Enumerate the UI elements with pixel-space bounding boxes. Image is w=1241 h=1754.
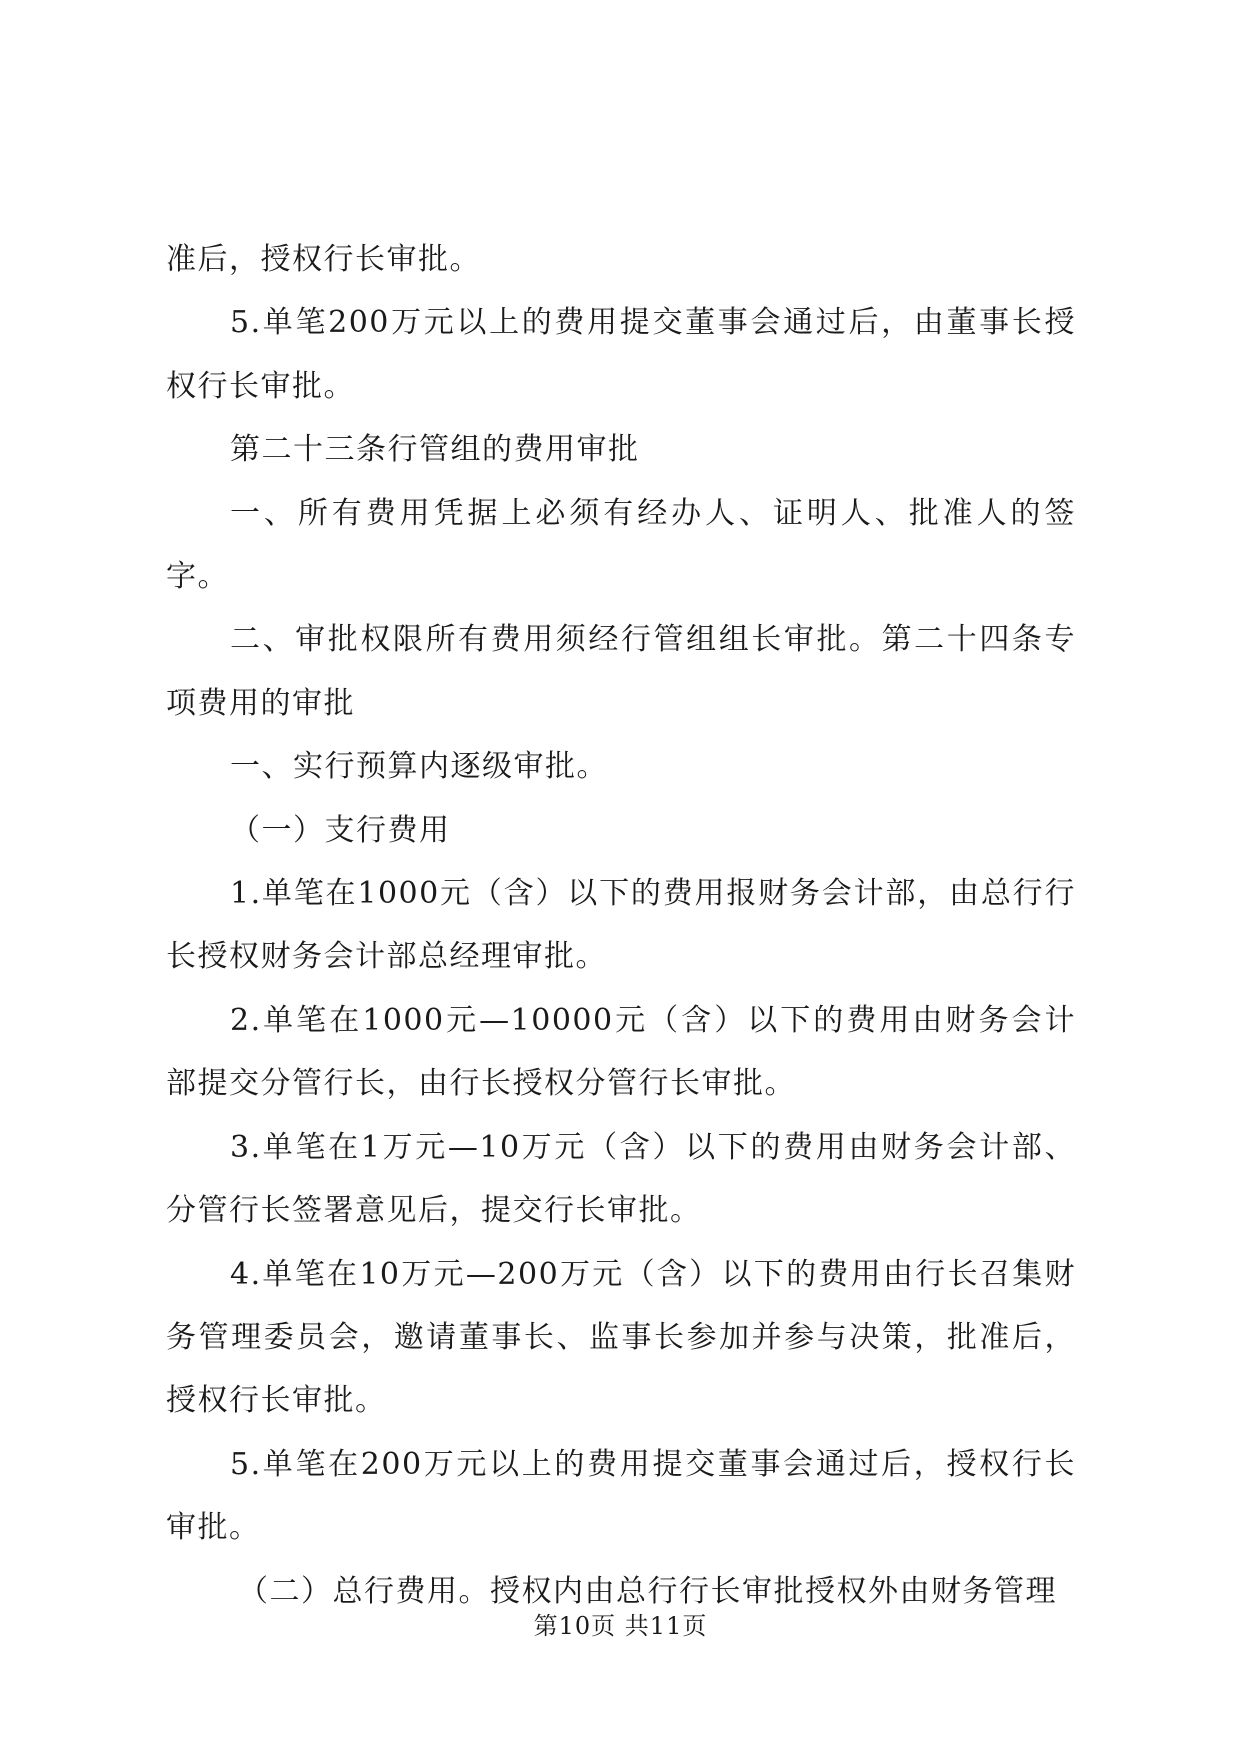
paragraph-approval-authority: 二、审批权限所有费用须经行管组组长审批。第二十四条专项费用的审批 (166, 622, 1076, 721)
article-23-heading: 第二十三条行管组的费用审批 (230, 432, 640, 468)
paragraph-item-2: 2.单笔在1000元—10000元（含）以下的费用由财务会计部提交分管行长，由行长授权分管行长审批。 (166, 1002, 1076, 1102)
subheading-head-office-expenses: （二）总行费用。授权内由总行行长审批授权外由财务管理 (238, 1573, 1057, 1609)
paragraph-item-1: 1.单笔在1000元（含）以下的费用报财务会计部，由总行行长授权财务会计部总经理审批。 (166, 876, 1076, 975)
document-body (166, 228, 1076, 1623)
paragraph-item-3: 3.单笔在1万元—10万元（含）以下的费用由财务会计部、分管行长签署意见后，提交行长审批。 (166, 1129, 1076, 1229)
paragraph-signature-rule: 一、所有费用凭据上必须有经办人、证明人、批准人的签字。 (166, 495, 1076, 595)
page-number-footer: 第10页 共11页 (533, 1612, 708, 1640)
paragraph-item-4: 4.单笔在10万元—200万元（含）以下的费用由行长召集财务管理委员会，邀请董事长、监事长参加并参与决策，批准后，授权行长审批。 (166, 1256, 1076, 1419)
paragraph-item-5: 5.单笔在200万元以上的费用提交董事会通过后，授权行长审批。 (166, 1446, 1076, 1546)
subheading-branch-expenses: （一）支行费用 (230, 812, 451, 848)
paragraph-budget-approval: 一、实行预算内逐级审批。 (230, 749, 608, 785)
paragraph-item-5-board: 5.单笔200万元以上的费用提交董事会通过后，由董事长授权行长审批。 (166, 305, 1076, 404)
paragraph-continuation: 准后，授权行长审批。 (166, 242, 481, 277)
